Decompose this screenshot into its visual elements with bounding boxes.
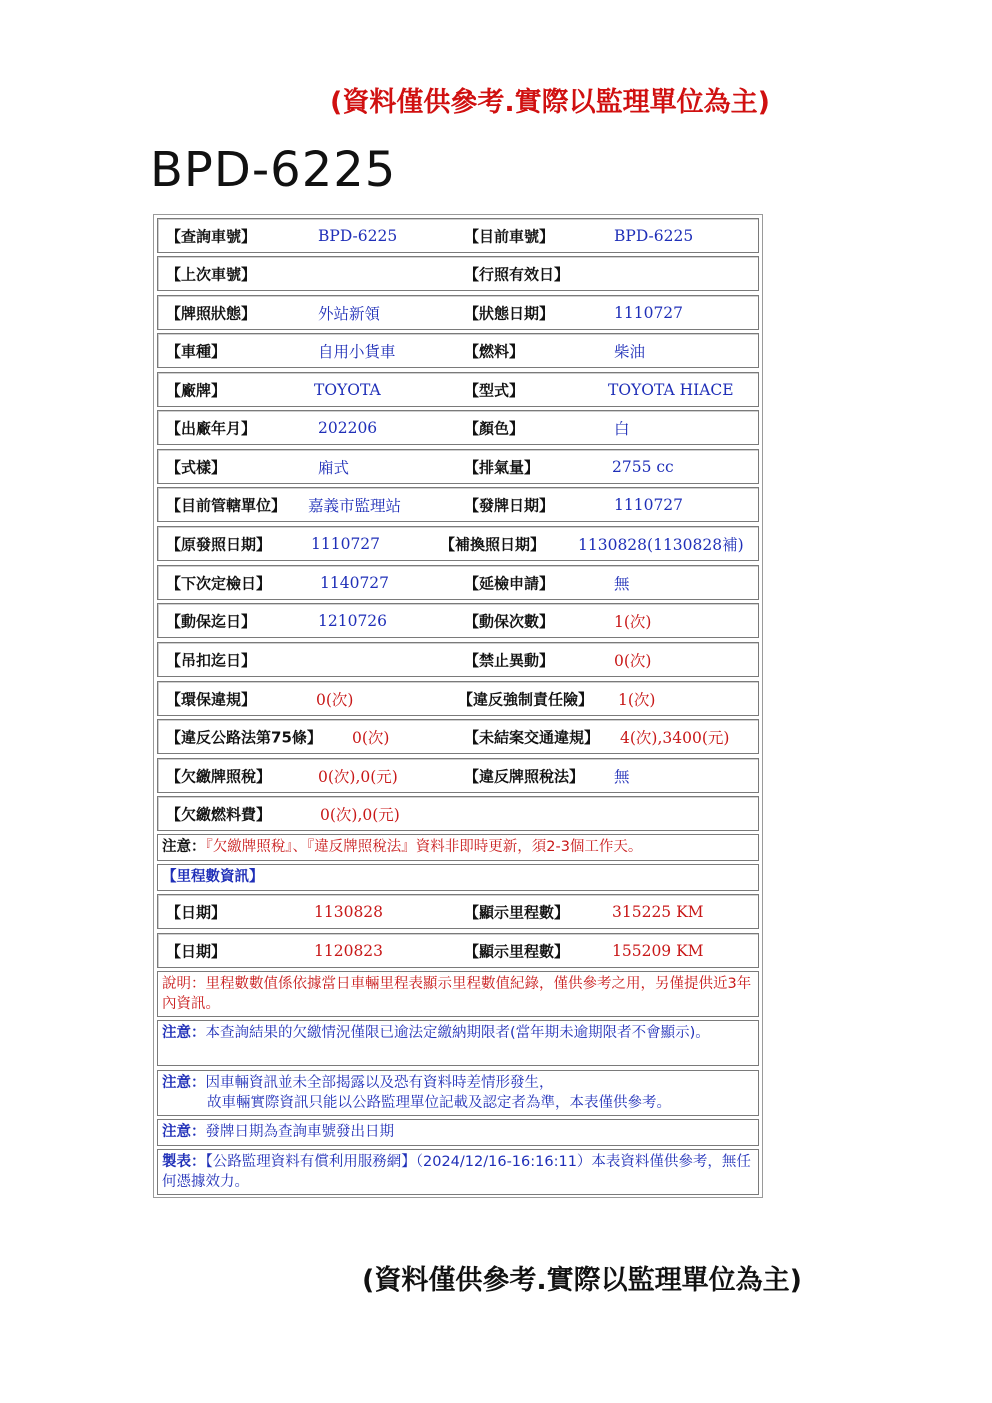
row-value: 廂式 [318, 458, 350, 477]
row-value: 自用小貨車 [318, 342, 396, 361]
row-label: 【違反公路法第75條】 [166, 728, 322, 746]
row-label: 【原發照日期】 [166, 535, 272, 553]
row-label: 【行照有效日】 [464, 265, 570, 283]
vehicle-info-table [153, 214, 763, 1198]
table-row [157, 758, 759, 793]
row-value: TOYOTA HIACE [608, 380, 734, 399]
issue-date-note [157, 1119, 759, 1146]
row-label: 【排氣量】 [464, 458, 540, 476]
note-text: 故車輛實際資訊只能以公路監理單位記載及認定者為準，本表僅供參考。 [207, 1095, 671, 1111]
row-value: 1120823 [314, 941, 384, 960]
row-label: 【目前管轄單位】 [166, 496, 287, 514]
row-value: 1110727 [311, 534, 381, 553]
row-label: 【延檢申請】 [464, 574, 555, 592]
table-row [157, 603, 759, 638]
note-text: 本查詢結果的欠繳情況僅限已逾法定繳納期限者(當年期未逾期限者不會顯示)。 [205, 1025, 710, 1041]
plate-title: BPD-6225 [150, 142, 397, 198]
row-label: 【查詢車號】 [166, 227, 257, 245]
row-label: 【吊扣迄日】 [166, 651, 257, 669]
note-key: 注意： [162, 839, 206, 855]
row-label: 【發牌日期】 [464, 496, 555, 514]
mileage-title: 【里程數資訊】 [162, 869, 264, 885]
tax-note [157, 834, 759, 861]
row-label: 【違反強制責任險】 [458, 690, 594, 708]
table-row [157, 449, 759, 484]
row-value: 1140727 [320, 573, 390, 592]
row-value: 0(次),0(元) [320, 805, 400, 824]
row-value: 2755 cc [612, 457, 674, 476]
row-label: 【動保次數】 [464, 612, 555, 630]
note-key: 注意： [162, 1075, 206, 1091]
footer-key: 製表： [162, 1154, 206, 1170]
row-value: 315225 KM [612, 902, 704, 921]
row-value: TOYOTA [314, 380, 381, 399]
table-row [157, 256, 759, 291]
row-label: 【下次定檢日】 [166, 574, 272, 592]
table-row [157, 218, 759, 253]
row-label: 【式樣】 [166, 458, 227, 476]
row-value: 無 [614, 767, 630, 786]
row-label: 【違反牌照稅法】 [464, 767, 585, 785]
row-label: 【目前車號】 [464, 227, 555, 245]
row-value: 202206 [318, 418, 378, 437]
row-label: 【欠繳燃料費】 [166, 805, 272, 823]
row-label: 【狀態日期】 [464, 304, 555, 322]
table-row [157, 565, 759, 600]
row-label: 【動保迄日】 [166, 612, 257, 630]
row-value: 1(次) [614, 612, 652, 631]
row-label: 【補換照日期】 [440, 535, 546, 553]
row-value: 無 [614, 574, 630, 593]
row-label: 【禁止異動】 [464, 651, 555, 669]
row-label: 【上次車號】 [166, 265, 257, 283]
note-highlight: 『欠繳牌照稅』、『違反牌照稅法』 [205, 839, 416, 855]
table-row [157, 410, 759, 445]
table-row [157, 372, 759, 407]
row-value: 0(次) [614, 651, 652, 670]
note-key: 注意： [162, 1025, 206, 1041]
table-row [157, 796, 759, 831]
table-row [157, 642, 759, 677]
row-value: 0(次) [352, 728, 390, 747]
row-label: 【未結案交通違規】 [464, 728, 600, 746]
row-label: 【型式】 [464, 381, 525, 399]
table-row [157, 333, 759, 368]
mileage-header [157, 864, 759, 891]
footer-text: 【公路監理資料有償利用服務網】（2024/12/16-16:16:11）本表資料僅供參考，無任何憑據效力。 [162, 1154, 751, 1190]
mileage-row [157, 894, 759, 929]
row-label: 【燃料】 [464, 342, 525, 360]
row-label: 【車種】 [166, 342, 227, 360]
row-value: 1110727 [614, 495, 684, 514]
row-value: 嘉義市監理站 [308, 496, 402, 515]
row-value: 0(次) [316, 690, 354, 709]
note-key: 注意： [162, 1124, 206, 1140]
row-label: 【顏色】 [464, 419, 525, 437]
table-row [157, 526, 759, 561]
table-row [157, 487, 759, 522]
row-value: 1(次) [618, 690, 656, 709]
mileage-row [157, 933, 759, 968]
row-label: 【日期】 [166, 903, 227, 921]
table-row [157, 719, 759, 754]
row-value: 1130828 [314, 902, 384, 921]
arrears-note [157, 1020, 759, 1066]
table-row [157, 681, 759, 716]
row-label: 【出廠年月】 [166, 419, 257, 437]
row-label: 【廠牌】 [166, 381, 227, 399]
mileage-explain-note [157, 971, 759, 1017]
row-value: BPD-6225 [614, 226, 694, 245]
row-value: 0(次),0(元) [318, 767, 398, 786]
row-value: 白 [614, 419, 630, 438]
note-text: 發牌日期為查詢車號發出日期 [205, 1124, 394, 1140]
row-value: 1110727 [614, 303, 684, 322]
row-label: 【顯示里程數】 [464, 942, 570, 960]
row-value: 柴油 [614, 342, 646, 361]
note-text: 資料非即時更新，須2-3個工作天。 [415, 839, 643, 855]
row-label: 【欠繳牌照稅】 [166, 767, 272, 785]
row-value: 1130828(1130828補) [578, 535, 744, 554]
row-value: 外站新領 [318, 304, 381, 323]
source-footer [157, 1149, 759, 1195]
explain-text: 說明：里程數數值係依據當日車輛里程表顯示里程數值紀錄，僅供參考之用，另僅提供近3年內資訊。 [162, 976, 752, 1012]
disclosure-note [157, 1070, 759, 1116]
row-value: BPD-6225 [318, 226, 398, 245]
note-text: 因車輛資訊並未全部揭露以及恐有資料時差情形發生， [205, 1075, 554, 1091]
row-value: 4(次),3400(元) [620, 728, 730, 747]
table-row [157, 295, 759, 330]
bottom-disclaimer: (資料僅供參考.實際以監理單位為主) [362, 1265, 802, 1296]
row-label: 【顯示里程數】 [464, 903, 570, 921]
top-disclaimer: (資料僅供參考.實際以監理單位為主) [330, 87, 770, 118]
row-label: 【牌照狀態】 [166, 304, 257, 322]
row-value: 155209 KM [612, 941, 704, 960]
row-value: 1210726 [318, 611, 388, 630]
row-label: 【日期】 [166, 942, 227, 960]
row-label: 【環保違規】 [166, 690, 257, 708]
